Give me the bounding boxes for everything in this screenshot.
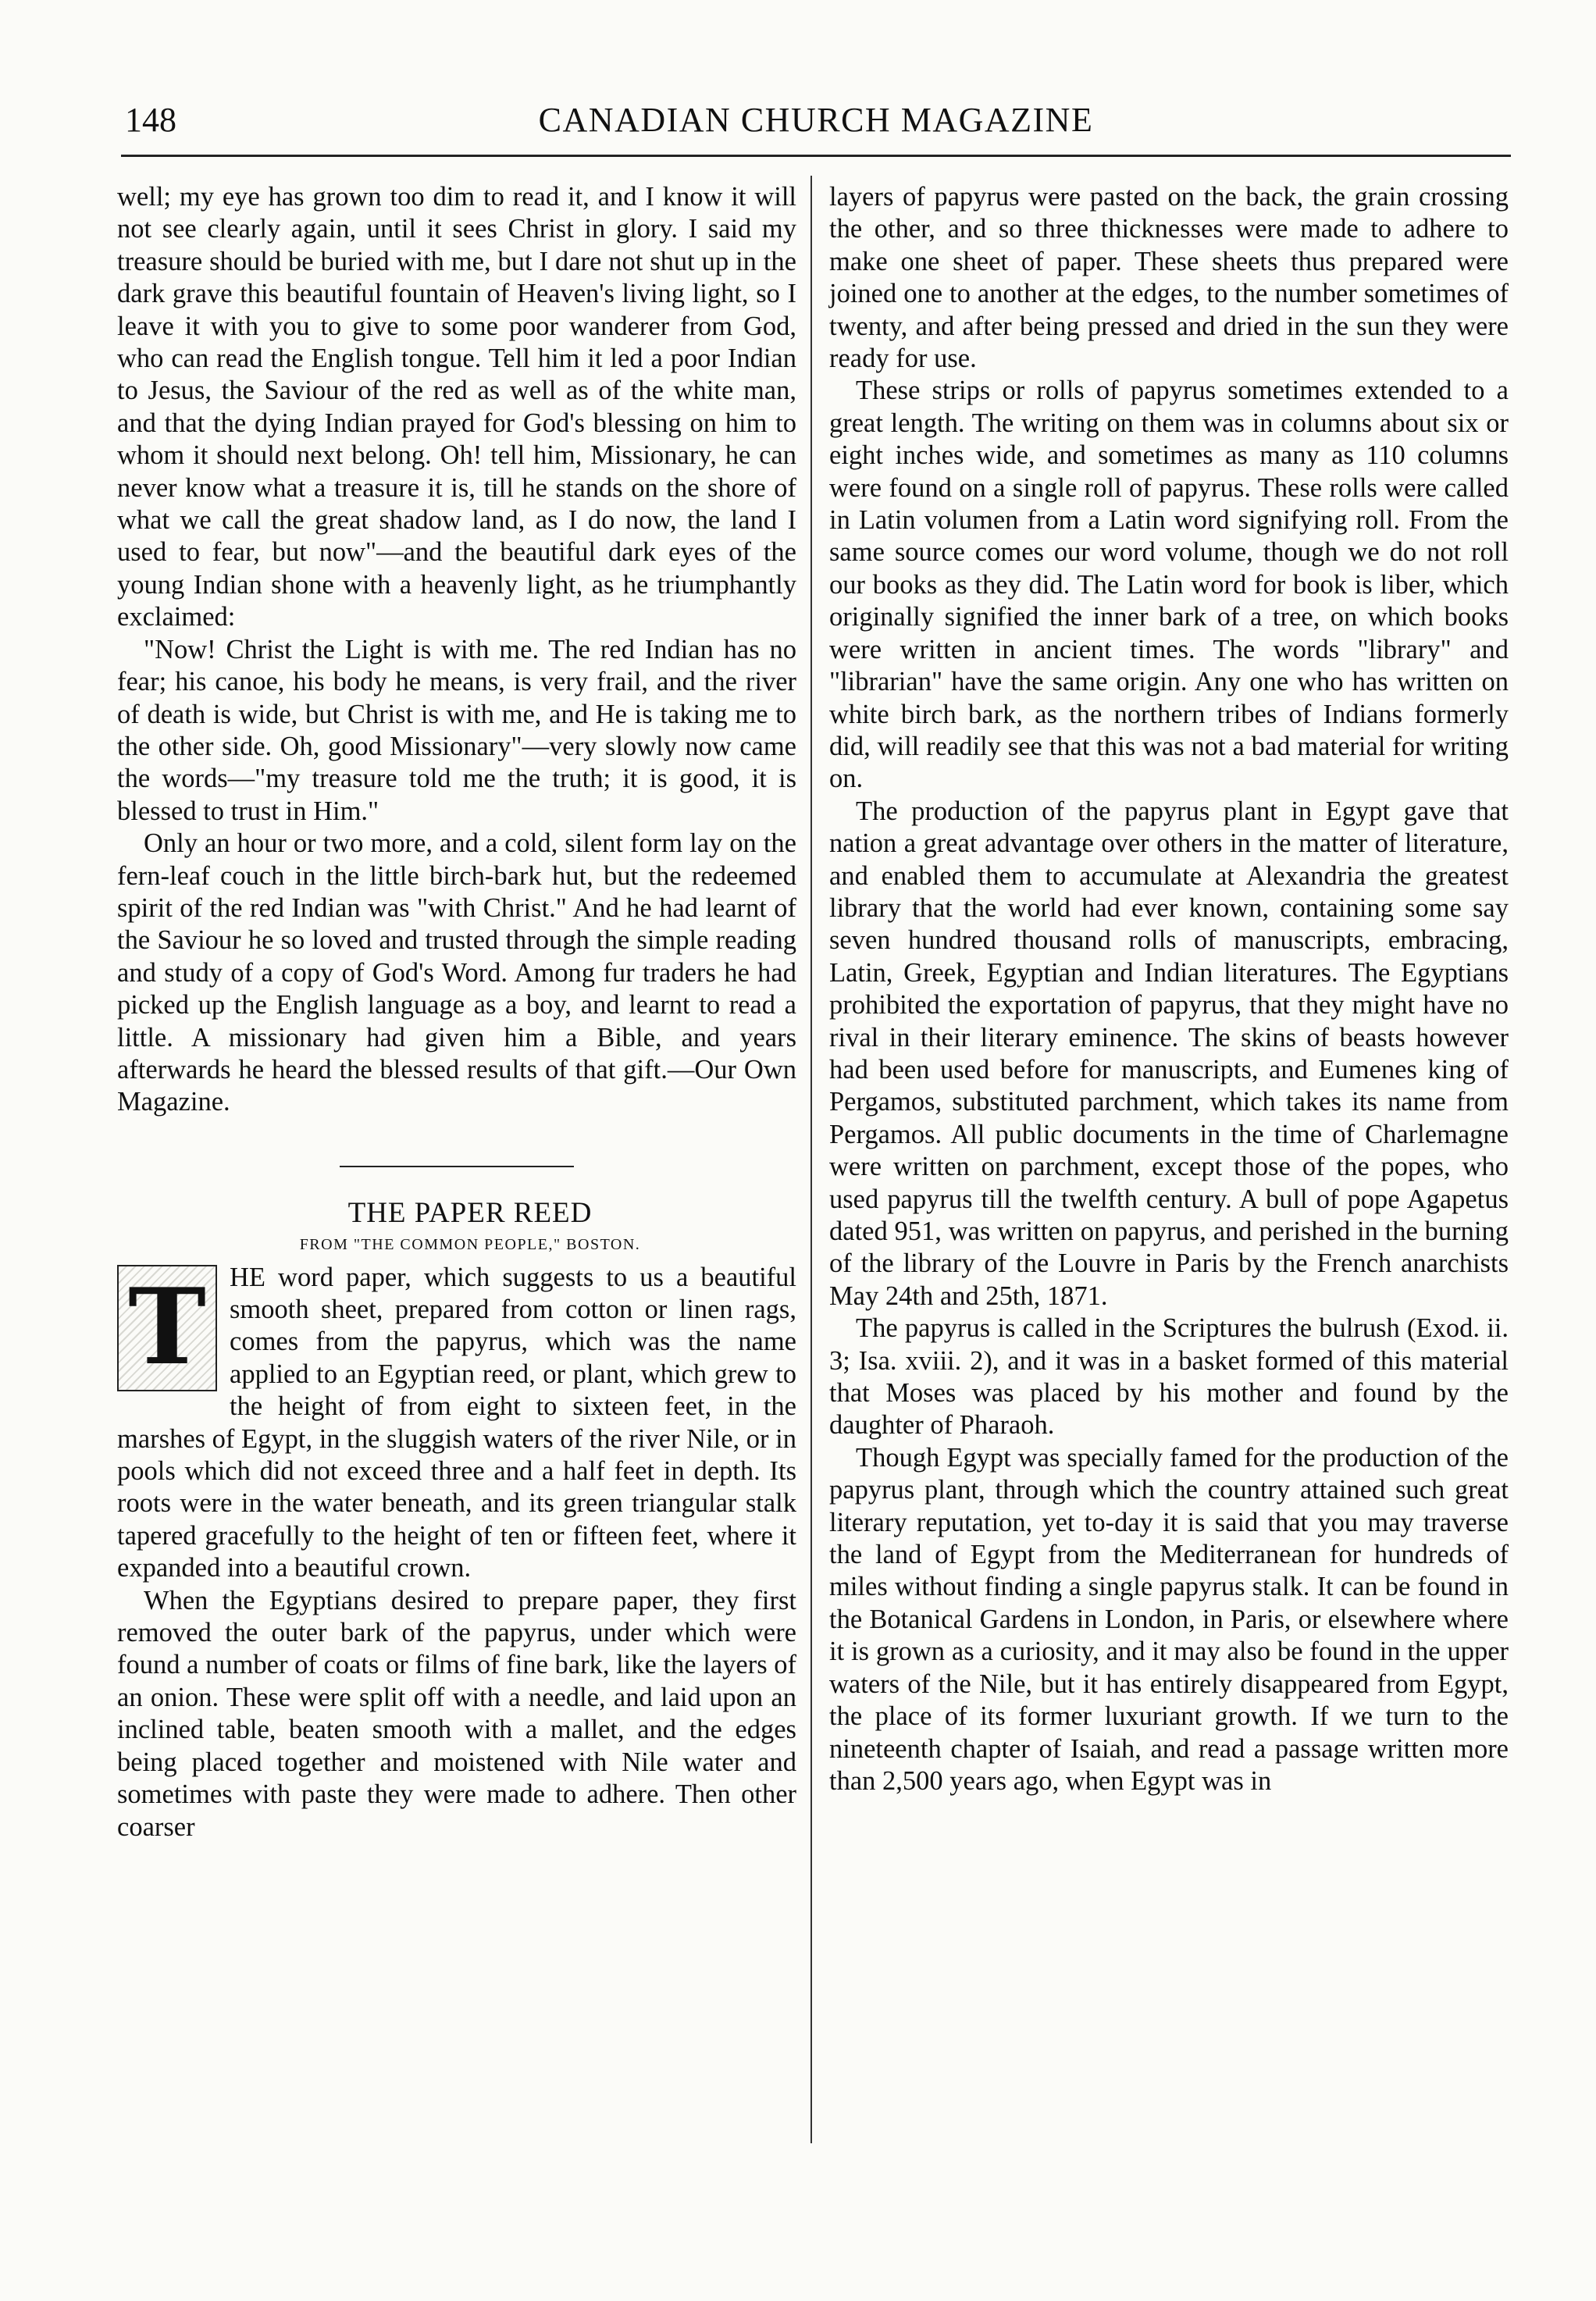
column-divider bbox=[810, 176, 812, 2143]
right-column bbox=[829, 181, 1509, 1797]
story-paragraph: "Now! Christ the Light is with me. The red Indian has no fear; his canoe, his body he means, is very frail, and the river of death is wide, but Christ is with me, and He is taking me to the other side. Oh, good Missionary"—very slowly now came the words—"my treasure told me the truth; it is good, it is blessed to trust in Him." bbox=[117, 634, 796, 826]
story-paragraph: Only an hour or two more, and a cold, silent form lay on the fern-leaf couch in the little birch-bark hut, but the redeemed spirit of the red Indian was "with Christ." And he had learnt of the Saviour he so loved and trusted through the simple reading and study of a copy of God's Word. Among fur traders he had picked up the English language as a boy, and learnt to read a little. A missionary had given him a Bible, and years afterwards he heard the blessed results of that gift.—Our Own Magazine. bbox=[117, 828, 796, 1117]
article-paragraph: The papyrus is called in the Scriptures the bulrush (Exod. ii. 3; Isa. xviii. 2), and it was in a basket formed of this material that Moses was placed by his mother and found by the daughter of Pharaoh. bbox=[829, 1313, 1509, 1441]
section-divider bbox=[340, 1166, 574, 1167]
article-paragraph: layers of papyrus were pasted on the back, the grain crossing the other, and so three thicknesses were made to adhere to make one sheet of paper. These sheets thus prepared were joined one to another at the edges, to the number sometimes of twenty, and after being pressed and dried in the sun they were ready for use. bbox=[829, 182, 1509, 374]
article-paragraph: When the Egyptians desired to prepare paper, they first removed the outer bark of the papyrus, under which were found a number of coats or films of fine bark, like the layers of an onion. These were split off with a needle, and laid upon an inclined table, beaten smooth with a mallet, and the edges being placed together and moistened with Nile water and sometimes with paste they were made to adhere. Then other coarser bbox=[117, 1585, 796, 1842]
drop-cap-initial: T bbox=[117, 1265, 217, 1391]
article-title: THE PAPER REED bbox=[347, 1196, 593, 1229]
article-paragraph-text: HE word paper, which suggests to us a beautiful smooth sheet, prepared from cotton or linen rags, comes from the papyrus, which was the name applied to an Egyptian reed, or plant, which grew to the height of from eight to sixteen feet, in the marshes of Egypt, in the sluggish waters of the river Nile, or in pools which did not exceed three and a half feet in depth. Its roots were in the water beneath, and its green triangular stalk tapered gracefully to the height of ten or fifteen feet, where it expanded into a beautiful crown. bbox=[117, 1262, 796, 1583]
left-column bbox=[117, 181, 796, 1843]
story-paragraph: well; my eye has grown too dim to read it, and I know it will not see clearly again, until it sees Christ in glory. I said my treasure should be buried with me, but I dare not shut up in the dark grave this beautiful fountain of Heaven's living light, so I leave it with you to give to some poor wanderer from God, who can read the English tongue. Tell him it led a poor Indian to Jesus, the Saviour of the red as well as of the white man, and that the dying Indian prayed for God's blessing on him to whom it should next belong. Oh! tell him, Missionary, he can never know what a treasure it is, till he stands on the shore of what we call the great shadow land, as I do now, the land I used to fear, but now"—and the beautiful dark eyes of the young Indian shone with a heavenly light, as he triumphantly exclaimed: bbox=[117, 182, 796, 632]
header-rule bbox=[121, 155, 1511, 157]
page-header bbox=[125, 100, 1507, 147]
article-paragraph: The production of the papyrus plant in Egypt gave that nation a great advantage over others in the matter of literature, and enabled them to accumulate at Alexandria the greatest library that the world had ever known, containing some say seven hundred thousand rolls of manuscripts, embracing, Latin, Greek, Egyptian and Indian literatures. The Egyptians prohibited the exportation of papyrus, that they might have no rival in their literary eminence. The skins of beasts however had been used before for manuscripts, and Eumenes king of Pergamos, substituted parchment, which takes its name from Pergamos. All public documents in the time of Charlemagne were written on parchment, except those of the popes, who used papyrus till the twelfth century. A bull of pope Agapetus dated 951, was written on papyrus, and perished in the burning of the library of the Louvre in Paris by the French anarchists May 24th and 25th, 1871. bbox=[829, 796, 1509, 1311]
running-title: CANADIAN CHURCH MAGAZINE bbox=[538, 101, 1094, 139]
article-paragraph bbox=[117, 1262, 796, 1585]
article-paragraph: These strips or rolls of papyrus sometimes extended to a great length. The writing on them was in columns about six or eight inches wide, and sometimes as many as 110 columns were found on a single roll of papyrus. These rolls were called in Latin volumen from a Latin word signifying roll. From the same source comes our word volume, though we do not roll our books as they did. The Latin word for book is liber, which originally signified the inner bark of a tree, on which books were written in ancient times. The words "library" and "librarian" have the same origin. Any one who has written on white birch bark, as the northern tribes of Indians formerly did, will readily see that this was not a bad material for writing on. bbox=[829, 376, 1509, 794]
article-paragraph: Though Egypt was specially famed for the production of the papyrus plant, through which the country attained such great literary reputation, yet to-day it is said that you may traverse the land of Egypt from the Mediterranean for hundreds of miles without finding a single papyrus stalk. It can be found in the Botanical Gardens in London, in Paris, or elsewhere where it is grown as a curiosity, and it may also be found in the upper waters of the Nile, but it has entirely disappeared from Egypt, the place of its former luxuriant growth. If we turn to the nineteenth chapter of Isaiah, and read a passage written more than 2,500 years ago, when Egypt was in bbox=[829, 1442, 1509, 1796]
page-number: 148 bbox=[125, 101, 176, 139]
article-byline: FROM "THE COMMON PEOPLE," BOSTON. bbox=[299, 1236, 641, 1254]
